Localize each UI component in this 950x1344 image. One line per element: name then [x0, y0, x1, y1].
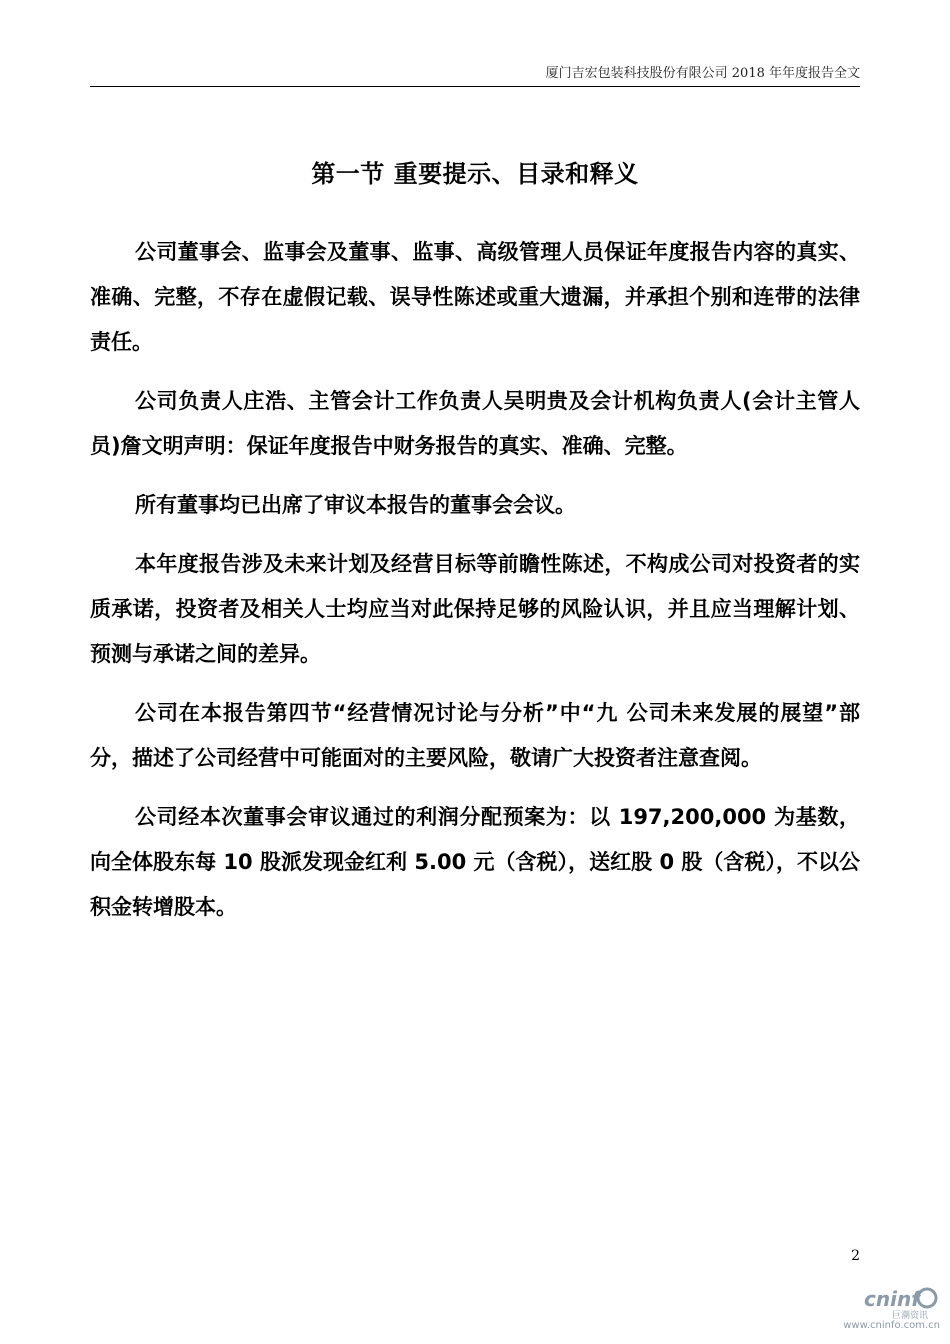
paragraph-financial-statement: 公司负责人庄浩、主管会计工作负责人吴明贵及会计机构负责人(会计主管人员)詹文明声明：保证年度报告中财务报告的真实、准确、完整。: [90, 389, 860, 458]
cninfo-url: www.cninfo.com.cn: [843, 1320, 940, 1331]
paragraph-risk-notice: 公司在本报告第四节“经营情况讨论与分析”中“九 公司未来发展的展望”部分，描述了公司经营中可能面对的主要风险，敬请广大投资者注意查阅。: [90, 701, 860, 770]
paragraph-forward-looking: 本年度报告涉及未来计划及经营目标等前瞻性陈述，不构成公司对投资者的实质承诺，投资者及相关人士均应当对此保持足够的风险认识，并且应当理解计划、预测与承诺之间的差异。: [90, 552, 860, 666]
body-text: [90, 230, 860, 944]
paragraph-board-attendance: 所有董事均已出席了审议本报告的董事会会议。: [135, 493, 576, 517]
header-divider: [90, 86, 860, 87]
paragraph-profit-distribution: 公司经本次董事会审议通过的利润分配预案为：以 197,200,000 为基数，向全体股东每 10 股派发现金红利 5.00 元（含税），送红股 0 股（含税），不以公积金转增股本。: [90, 805, 860, 919]
cninfo-logo-icon: [830, 1280, 940, 1320]
report-header: 厦门吉宏包装科技股份有限公司 2018 年年度报告全文: [545, 66, 860, 81]
cninfo-logo-subtext: 巨潮资讯: [892, 1311, 929, 1320]
cninfo-logo-text: cninf: [864, 1287, 920, 1311]
section-title: 第一节 重要提示、目录和释义: [311, 160, 639, 188]
cninfo-watermark: [830, 1280, 940, 1336]
page-number: 2: [851, 1248, 860, 1264]
cninfo-swirl-icon: [918, 1289, 936, 1307]
paragraph-responsibility: 公司董事会、监事会及董事、监事、高级管理人员保证年度报告内容的真实、准确、完整，不存在虚假记载、误导性陈述或重大遗漏，并承担个别和连带的法律责任。: [90, 240, 860, 354]
